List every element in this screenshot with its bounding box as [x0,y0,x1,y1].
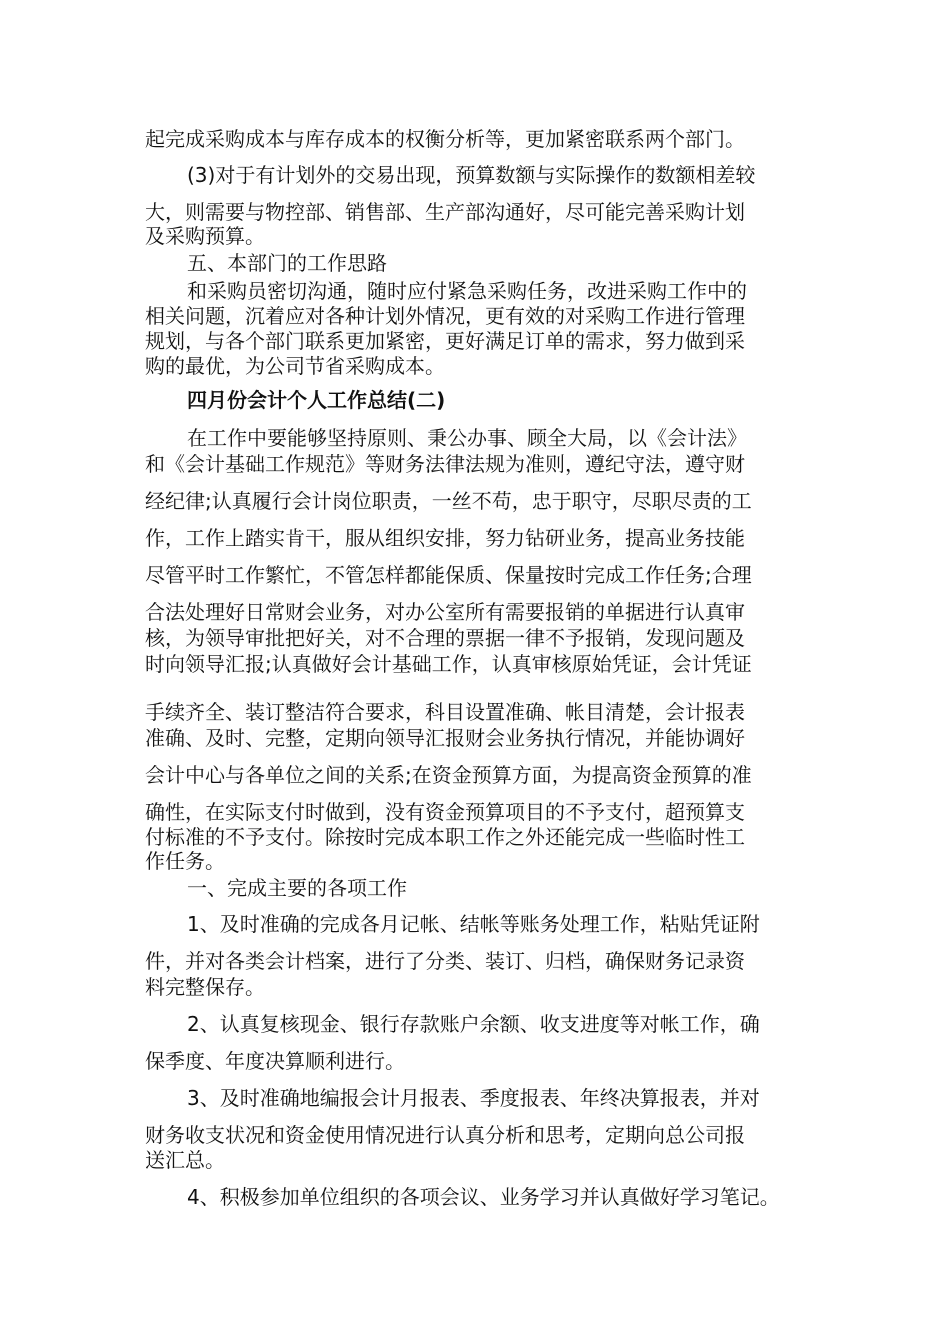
text-line: 4、积极参加单位组织的各项会议、业务学习并认真做好学习笔记。 [187,1185,780,1209]
text-line: 付标准的不予支付。除按时完成本职工作之外还能完成一些临时性工 [145,825,745,849]
text-line: 尽管平时工作繁忙，不管怎样都能保质、保量按时完成工作任务;合理 [145,563,752,587]
text-line: 及采购预算。 [145,224,265,248]
text-line: 手续齐全、装订整洁符合要求，科目设置准确、帐目清楚，会计报表 [145,700,745,724]
text-line: 会计中心与各单位之间的关系;在资金预算方面，为提高资金预算的准 [145,763,752,787]
text-line: 料完整保存。 [145,975,265,999]
article-title: 四月份会计个人工作总结(二) [187,388,446,412]
text-line: 确性，在实际支付时做到，没有资金预算项目的不予支付，超预算支 [145,800,745,824]
text-line: 作，工作上踏实肯干，服从组织安排，努力钻研业务，提高业务技能 [145,526,745,550]
text-line: 大，则需要与物控部、销售部、生产部沟通好，尽可能完善采购计划 [145,200,745,224]
text-line: 和《会计基础工作规范》等财务法律法规为准则，遵纪守法，遵守财 [145,452,745,476]
text-line: 3、及时准确地编报会计月报表、季度报表、年终决算报表，并对 [187,1086,760,1110]
text-line: 件，并对各类会计档案，进行了分类、装订、归档，确保财务记录资 [145,949,745,973]
text-line: 相关问题，沉着应对各种计划外情况，更有效的对采购工作进行管理 [145,304,745,328]
section-heading: 一、完成主要的各项工作 [187,876,407,900]
section-heading: 五、本部门的工作思路 [187,251,387,275]
text-line: 作任务。 [145,849,225,873]
text-line: 经纪律;认真履行会计岗位职责，一丝不苟，忠于职守，尽职尽责的工 [145,489,752,513]
text-line: 财务收支状况和资金使用情况进行认真分析和思考，定期向总公司报 [145,1123,745,1147]
text-line: 保季度、年度决算顺利进行。 [145,1049,405,1073]
text-line: 购的最优，为公司节省采购成本。 [145,354,445,378]
text-line: 时向领导汇报;认真做好会计基础工作，认真审核原始凭证，会计凭证 [145,652,752,676]
text-line: 1、及时准确的完成各月记帐、结帐等账务处理工作，粘贴凭证附 [187,912,760,936]
text-line: 起完成采购成本与库存成本的权衡分析等，更加紧密联系两个部门。 [145,127,745,151]
text-line: 2、认真复核现金、银行存款账户余额、收支进度等对帐工作，确 [187,1012,760,1036]
text-line: (3)对于有计划外的交易出现，预算数额与实际操作的数额相差较 [187,163,756,187]
text-line: 核，为领导审批把好关，对不合理的票据一律不予报销，发现问题及 [145,626,745,650]
text-line: 和采购员密切沟通，随时应付紧急采购任务，改进采购工作中的 [187,279,747,303]
text-line: 在工作中要能够坚持原则、秉公办事、顾全大局，以《会计法》 [187,426,747,450]
text-line: 规划，与各个部门联系更加紧密，更好满足订单的需求，努力做到采 [145,329,745,353]
text-line: 送汇总。 [145,1148,225,1172]
text-line: 准确、及时、完整，定期向领导汇报财会业务执行情况，并能协调好 [145,726,745,750]
text-line: 合法处理好日常财会业务，对办公室所有需要报销的单据进行认真审 [145,600,745,624]
